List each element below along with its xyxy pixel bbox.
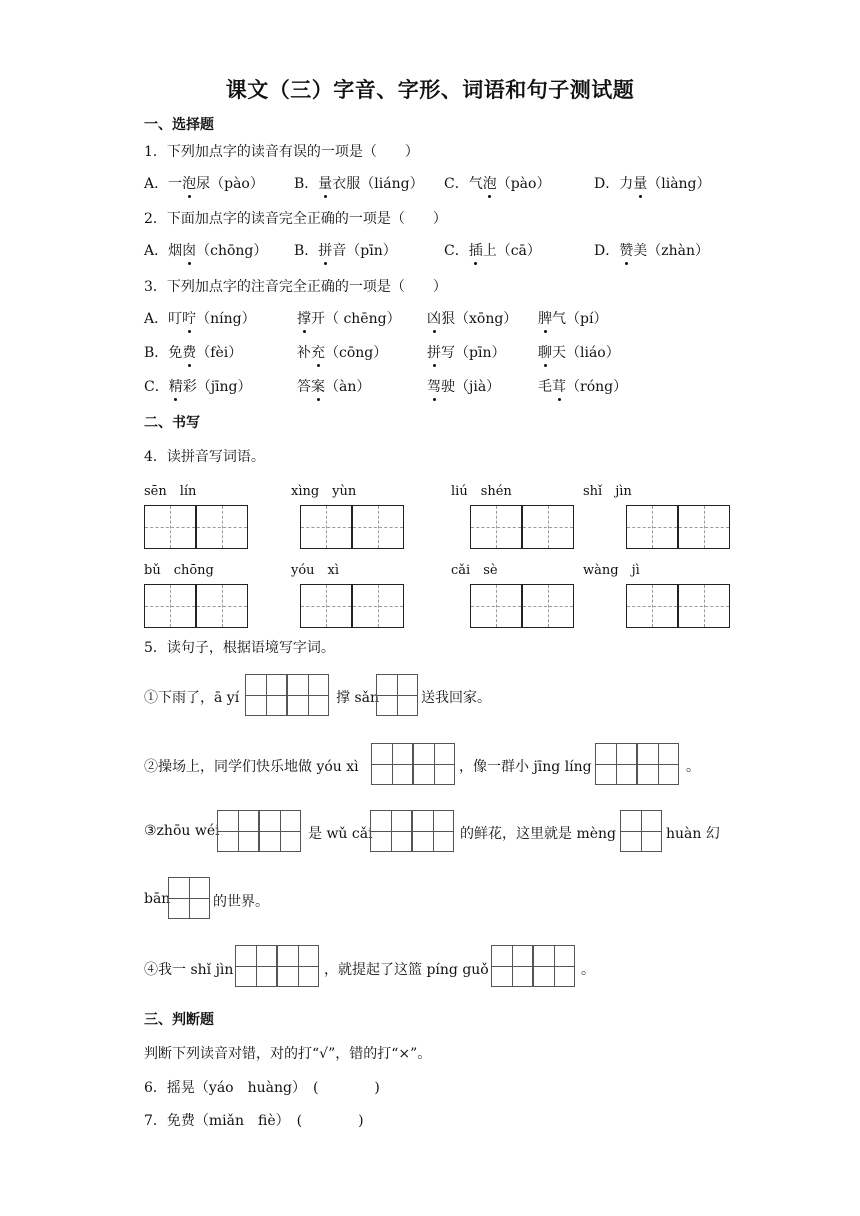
sentence-3-cont-b: 的世界。 [213, 894, 269, 910]
answer-box[interactable] [413, 743, 455, 785]
tianzige-box[interactable] [470, 505, 522, 549]
sentence-4-part-a: ④我一 shǐ jìn [144, 962, 234, 978]
option-text: 补 [297, 345, 311, 361]
dotted-character: 量 [633, 173, 647, 193]
tianzige-box[interactable] [352, 505, 404, 549]
option-letter: A． [144, 311, 169, 327]
answer-box[interactable] [376, 674, 418, 716]
option-b-item[interactable] [538, 342, 620, 362]
answer-box[interactable] [370, 810, 412, 852]
option-text: （àn） [325, 379, 371, 395]
tianzige-box[interactable] [300, 505, 352, 549]
tianzige-box[interactable] [522, 584, 574, 628]
answer-box[interactable] [595, 743, 637, 785]
pinyin-prompt: cǎi sè [451, 563, 498, 578]
answer-box[interactable] [620, 810, 662, 852]
sentence-1-part-c: 送我回家。 [421, 690, 491, 706]
tianzige-box[interactable] [678, 505, 730, 549]
option-a-item[interactable] [144, 308, 256, 328]
option-c-item[interactable] [297, 376, 370, 396]
option-letter: C． [144, 379, 169, 395]
option-text: 免 [168, 345, 183, 361]
tianzige-box[interactable] [626, 584, 678, 628]
option-c[interactable] [444, 173, 550, 193]
tianzige-box[interactable] [196, 505, 248, 549]
answer-box[interactable] [371, 743, 413, 785]
answer-box[interactable] [491, 945, 533, 987]
option-letter: A． [144, 243, 169, 259]
pinyin-prompt: wàng jì [583, 563, 640, 578]
tianzige-box[interactable] [300, 584, 352, 628]
question-4-stem: 4．读拼音写词语。 [144, 449, 265, 465]
option-text: 音（pīn） [332, 243, 397, 259]
pinyin-prompt: shǐ jìn [583, 484, 632, 499]
option-a-item[interactable] [538, 308, 607, 328]
judge-instruction: 判断下列读音对错，对的打“√”，错的打“×”。 [144, 1046, 432, 1062]
option-text: 狠（xōng） [441, 311, 518, 327]
option-text: （pào） [496, 176, 551, 192]
option-text: 一 [168, 176, 183, 192]
section-heading-choice: 一、选择题 [144, 117, 214, 133]
option-text: 驶（jià） [441, 379, 501, 395]
tianzige-box[interactable] [470, 584, 522, 628]
option-b-item[interactable] [297, 342, 387, 362]
sentence-1-part-b: 撑 sǎn [336, 690, 379, 706]
option-text: （róng） [566, 379, 628, 395]
dotted-character: 泡 [483, 173, 497, 193]
option-text: （chōng） [196, 243, 268, 259]
option-letter: C． [444, 243, 469, 259]
sentence-3-part-c: 的鲜花，这里就是 mèng [460, 826, 616, 842]
sentence-1-part-a: ①下雨了，ā yí [144, 690, 240, 706]
option-text: （liàng） [647, 176, 711, 192]
option-a-item[interactable] [297, 308, 401, 328]
answer-box[interactable] [168, 877, 210, 919]
option-d[interactable] [594, 173, 711, 193]
option-b[interactable] [294, 240, 397, 260]
question-3-stem: 3．下列加点字的注音完全正确的一项是（ ） [144, 279, 447, 295]
sentence-3-part-d: huàn 幻 [666, 826, 720, 842]
sentence-4-part-b: ，就提起了这篮 píng guǒ [324, 962, 489, 978]
tianzige-box[interactable] [626, 505, 678, 549]
option-letter: C． [444, 176, 469, 192]
option-b-item[interactable] [427, 342, 505, 362]
dotted-character: 赞 [619, 240, 633, 260]
tianzige-box[interactable] [144, 505, 196, 549]
tianzige-box[interactable] [196, 584, 248, 628]
pinyin-prompt: liú shén [451, 484, 512, 499]
option-text: 叮 [168, 311, 183, 327]
dotted-character: 案 [311, 376, 325, 396]
dotted-character: 囱 [182, 240, 196, 260]
dotted-character: 插 [469, 240, 483, 260]
option-c-item[interactable] [144, 376, 252, 396]
question-7[interactable]: 7．免费（miǎn fiè） ( ) [144, 1113, 364, 1129]
question-6[interactable]: 6．摇晃（yáo huàng） ( ) [144, 1080, 380, 1096]
dotted-character: 咛 [182, 308, 196, 328]
question-2-stem: 2．下面加点字的读音完全正确的一项是（ ） [144, 211, 447, 227]
tianzige-box[interactable] [678, 584, 730, 628]
option-text: （cōng） [325, 345, 388, 361]
section-heading-writing: 二、书写 [144, 415, 200, 431]
answer-box[interactable] [637, 743, 679, 785]
option-letter: D． [594, 176, 620, 192]
option-text: 力 [619, 176, 634, 192]
option-letter: B． [294, 243, 319, 259]
option-text: 答 [297, 379, 311, 395]
sentence-3-part-b: 是 wǔ cǎi [308, 826, 373, 842]
option-b-item[interactable] [144, 342, 242, 362]
dotted-character: 凶 [427, 308, 441, 328]
dotted-character: 拼 [427, 342, 441, 362]
dotted-character: 精 [169, 376, 183, 396]
tianzige-box[interactable] [352, 584, 404, 628]
answer-box[interactable] [533, 945, 575, 987]
sentence-3-part-a: ③zhōu wéi [144, 823, 220, 839]
sentence-2-part-b: ，像一群小 jīng líng [459, 759, 592, 775]
option-letter: B． [294, 176, 319, 192]
option-text: 烟 [168, 243, 183, 259]
pinyin-prompt: bǔ chōng [144, 563, 214, 578]
question-5-stem: 5．读句子，根据语境写字词。 [144, 640, 335, 656]
question-1-stem: 1．下列加点字的读音有误的一项是（ ） [144, 144, 419, 160]
dotted-character: 泡 [182, 173, 196, 193]
option-letter: A． [144, 176, 169, 192]
answer-box[interactable] [287, 674, 329, 716]
option-a-item[interactable] [427, 308, 517, 328]
dotted-character: 量 [318, 173, 332, 193]
answer-box[interactable] [259, 810, 301, 852]
option-text: 毛 [538, 379, 552, 395]
tianzige-box[interactable] [522, 505, 574, 549]
option-c-item[interactable] [427, 376, 500, 396]
option-text: 美（zhàn） [633, 243, 709, 259]
answer-box[interactable] [235, 945, 277, 987]
option-c[interactable] [444, 240, 541, 260]
dotted-character: 脾 [538, 308, 552, 328]
option-text: 天（liáo） [552, 345, 620, 361]
option-a[interactable] [144, 173, 264, 193]
dotted-character: 充 [311, 342, 325, 362]
option-b[interactable] [294, 173, 424, 193]
option-text: 上（cā） [482, 243, 541, 259]
option-text: 衣服（liáng） [332, 176, 424, 192]
option-text: 彩（jīng） [182, 379, 252, 395]
dotted-character: 费 [182, 342, 196, 362]
tianzige-box[interactable] [144, 584, 196, 628]
answer-box[interactable] [277, 945, 319, 987]
option-text: 气 [468, 176, 483, 192]
option-text: 写（pīn） [441, 345, 506, 361]
option-letter: B． [144, 345, 169, 361]
option-text: 气（pí） [552, 311, 608, 327]
option-a[interactable] [144, 240, 267, 260]
page-title: 课文（三）字音、字形、词语和句子测试题 [225, 77, 635, 102]
option-text: （fèi） [196, 345, 243, 361]
dotted-character: 聊 [538, 342, 552, 362]
section-heading-judge: 三、判断题 [144, 1012, 214, 1028]
answer-box[interactable] [217, 810, 259, 852]
dotted-character: 撑 [297, 308, 311, 328]
answer-box[interactable] [412, 810, 454, 852]
pinyin-prompt: yóu xì [291, 563, 340, 578]
dotted-character: 茸 [552, 376, 566, 396]
option-c-item[interactable] [538, 376, 627, 396]
dotted-character: 拼 [318, 240, 332, 260]
option-letter: D． [594, 243, 620, 259]
pinyin-prompt: xìng yùn [291, 484, 357, 499]
sentence-3-cont-a: bān [144, 891, 171, 907]
option-text: （níng） [196, 311, 256, 327]
dotted-character: 驾 [427, 376, 441, 396]
option-text: 尿（pào） [196, 176, 264, 192]
sentence-2-part-c: 。 [686, 759, 700, 775]
sentence-2-part-a: ②操场上，同学们快乐地做 yóu xì [144, 759, 359, 775]
sentence-4-part-c: 。 [581, 962, 595, 978]
option-text: 开（ chēng） [311, 311, 401, 327]
pinyin-prompt: sēn lín [144, 484, 197, 499]
option-d[interactable] [594, 240, 709, 260]
answer-box[interactable] [245, 674, 287, 716]
